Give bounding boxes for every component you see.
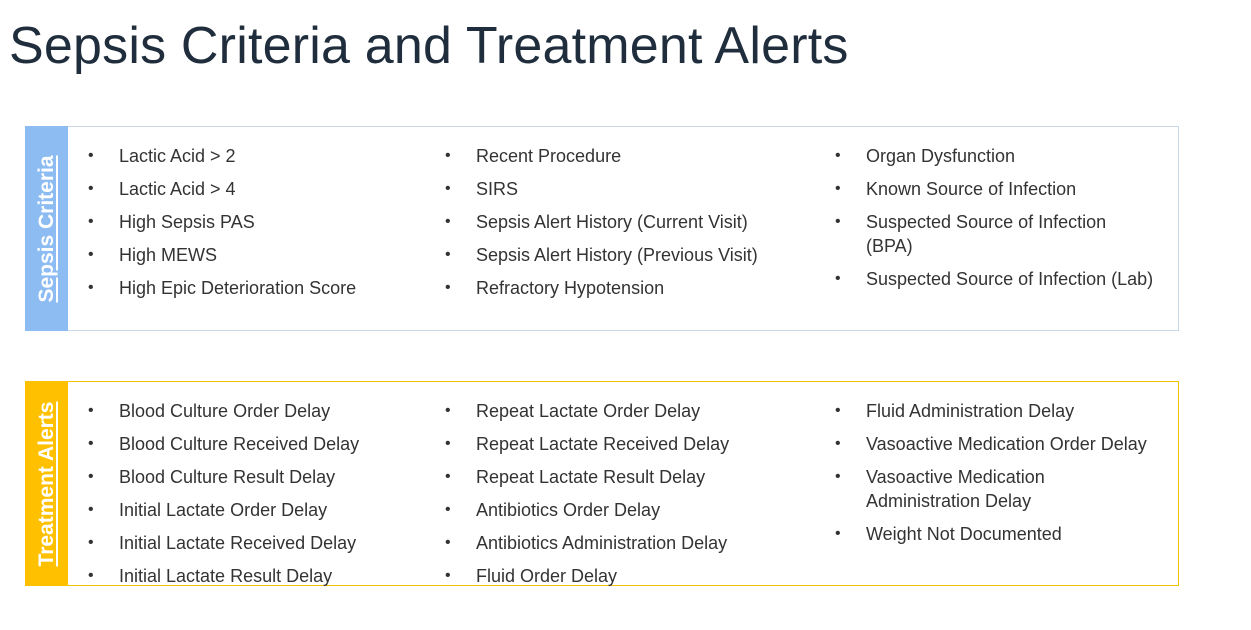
treatment-alerts-column-1 bbox=[88, 399, 408, 597]
list-item: • Recent Procedure bbox=[445, 144, 805, 168]
list-item: • Suspected Source of Infection (Lab) bbox=[835, 267, 1155, 291]
list-item: • Repeat Lactate Result Delay bbox=[445, 465, 805, 489]
list-item: • Fluid Administration Delay bbox=[835, 399, 1155, 423]
list-item: • Initial Lactate Received Delay bbox=[88, 531, 408, 555]
treatment-alerts-column-2 bbox=[445, 399, 805, 597]
list-item: • Repeat Lactate Received Delay bbox=[445, 432, 805, 456]
list-item: • Repeat Lactate Order Delay bbox=[445, 399, 805, 423]
list-item: • Fluid Order Delay bbox=[445, 564, 805, 588]
list-item: • Vasoactive Medication Order Delay bbox=[835, 432, 1155, 456]
list-item: • Blood Culture Order Delay bbox=[88, 399, 408, 423]
list-item: • SIRS bbox=[445, 177, 805, 201]
treatment-alerts-tab bbox=[25, 381, 68, 586]
list-item: • Suspected Source of Infection (BPA) bbox=[835, 210, 1155, 258]
list-item: • Refractory Hypotension bbox=[445, 276, 805, 300]
list-item: • Initial Lactate Order Delay bbox=[88, 498, 408, 522]
list-item: • Known Source of Infection bbox=[835, 177, 1155, 201]
list-item: • Weight Not Documented bbox=[835, 522, 1155, 546]
list-item: • Antibiotics Administration Delay bbox=[445, 531, 805, 555]
list-item: • High Sepsis PAS bbox=[88, 210, 408, 234]
sepsis-criteria-label: Sepsis Criteria bbox=[34, 154, 58, 303]
treatment-alerts-column-3 bbox=[835, 399, 1155, 555]
list-item: • Initial Lactate Result Delay bbox=[88, 564, 408, 588]
sepsis-criteria-column-2 bbox=[445, 144, 805, 309]
list-item: • Lactic Acid > 4 bbox=[88, 177, 408, 201]
treatment-alerts-label: Treatment Alerts bbox=[34, 401, 58, 566]
sepsis-criteria-column-1 bbox=[88, 144, 408, 309]
list-item: • Blood Culture Result Delay bbox=[88, 465, 408, 489]
list-item: • Lactic Acid > 2 bbox=[88, 144, 408, 168]
list-item: • Organ Dysfunction bbox=[835, 144, 1155, 168]
list-item: • Vasoactive Medication Administration Delay bbox=[835, 465, 1155, 513]
sepsis-criteria-tab bbox=[25, 126, 68, 331]
list-item: • Sepsis Alert History (Current Visit) bbox=[445, 210, 805, 234]
list-item: • Sepsis Alert History (Previous Visit) bbox=[445, 243, 805, 267]
list-item: • Antibiotics Order Delay bbox=[445, 498, 805, 522]
sepsis-criteria-panel bbox=[25, 126, 1179, 331]
list-item: • Blood Culture Received Delay bbox=[88, 432, 408, 456]
sepsis-criteria-column-3 bbox=[835, 144, 1155, 300]
list-item: • High Epic Deterioration Score bbox=[88, 276, 408, 300]
list-item: • High MEWS bbox=[88, 243, 408, 267]
treatment-alerts-panel bbox=[25, 381, 1179, 586]
page-title: Sepsis Criteria and Treatment Alerts bbox=[9, 17, 849, 75]
